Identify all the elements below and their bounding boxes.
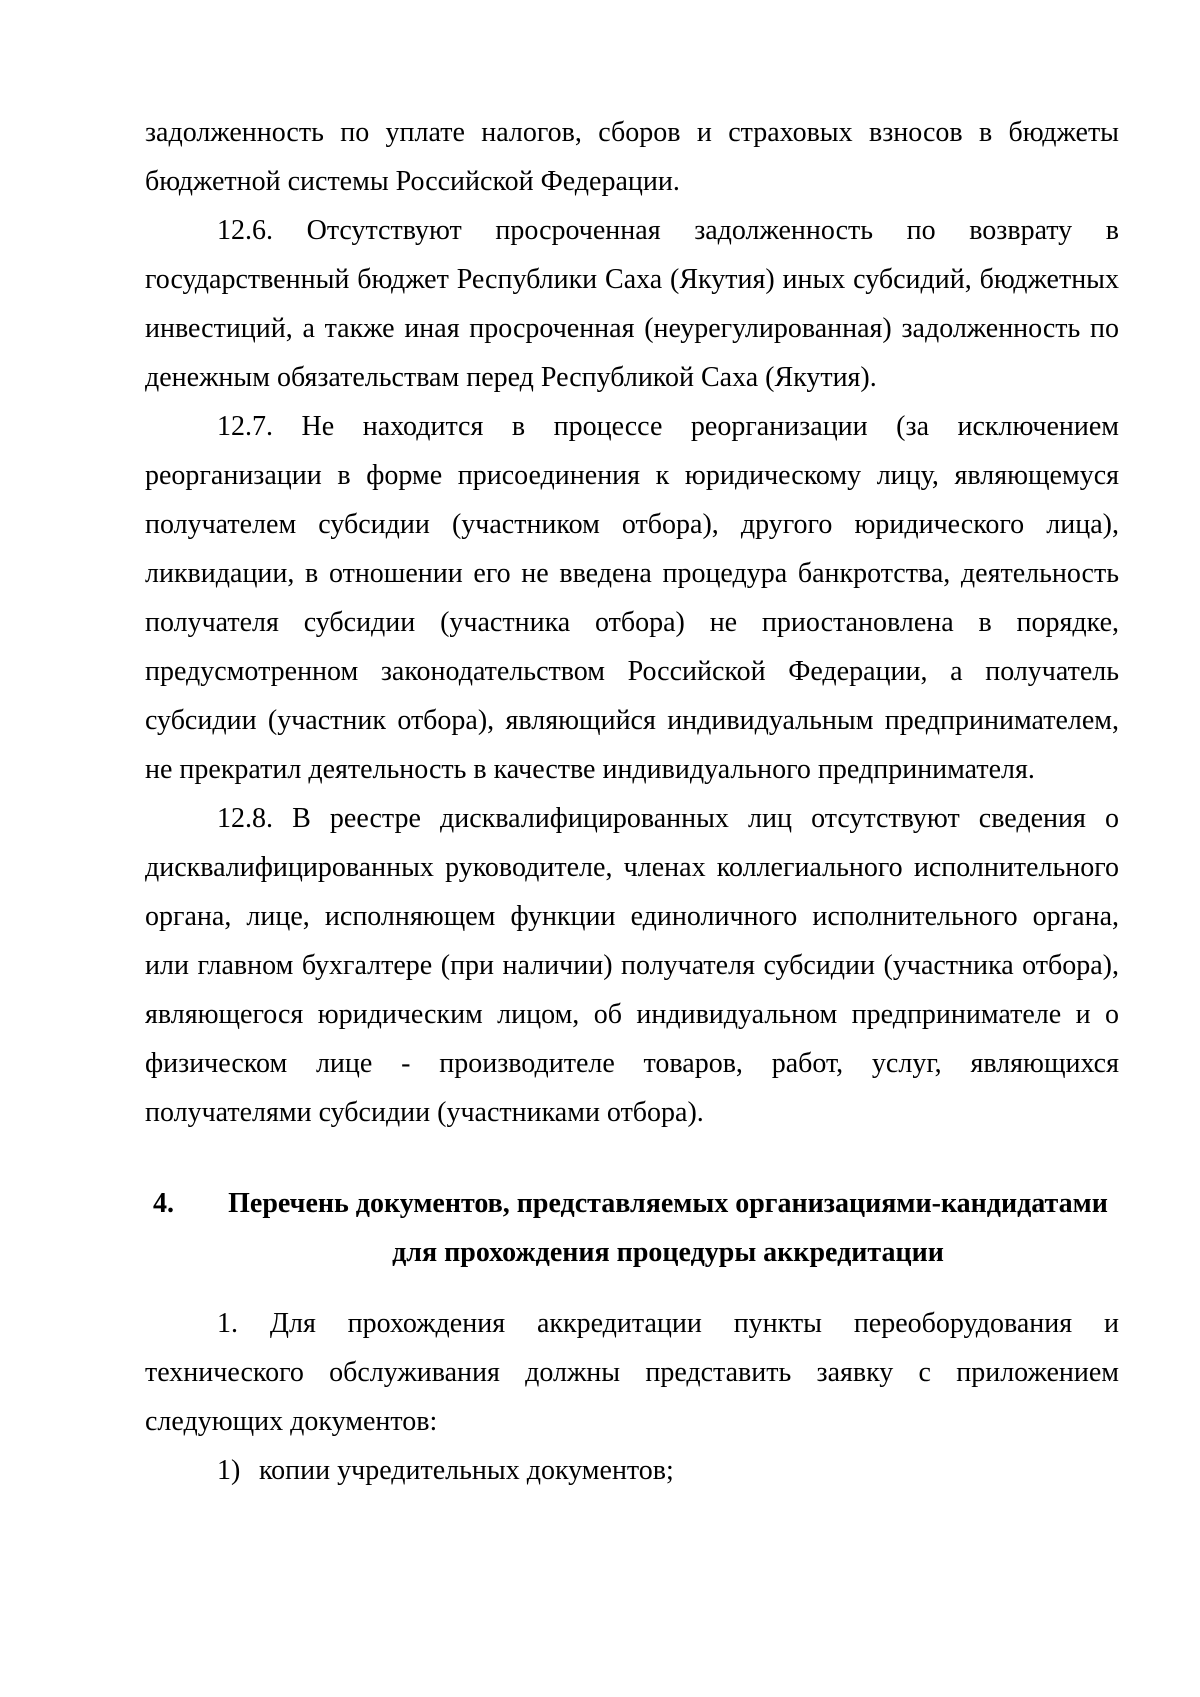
paragraph-12-6: 12.6. Отсутствуют просроченная задолженность по возврату в государственный бюджет Республики Саха (Якутия) иных субсидий, бюджетных инвестиций, а также иная просроченная (неурегулированная) задолженность по денежным обязательствам перед Республикой Саха (Якутия). xyxy=(145,215,1119,393)
section-title-line-2: для прохождения процедуры аккредитации xyxy=(392,1237,944,1268)
section-heading xyxy=(145,1179,1119,1277)
paragraph-accreditation-requirement: 1. Для прохождения аккредитации пункты переоборудования и технического обслуживания должны представить заявку с приложением следующих документов: xyxy=(145,1308,1119,1437)
section-number: 4. xyxy=(153,1188,174,1219)
section-title-line-1: Перечень документов, представляемых организациями-кандидатами xyxy=(228,1188,1108,1219)
list-item xyxy=(145,1446,1119,1495)
list-item-text: копии учредительных документов; xyxy=(259,1455,674,1486)
paragraph-12-8: 12.8. В реестре дисквалифицированных лиц отсутствуют сведения о дисквалифицированных руководителе, членах коллегиального исполнительного органа, лице, исполняющем функции единоличного исполнительного органа, или главном бухгалтере (при наличии) получателя субсидии (участника отбора), являющегося юридическим лицом, об индивидуальном предпринимателе и о физическом лице - производителе товаров, работ, услуг, являющихся получателями субсидии (участниками отбора). xyxy=(145,803,1119,1128)
list-item-number: 1) xyxy=(217,1455,241,1486)
paragraph-12-7: 12.7. Не находится в процессе реорганизации (за исключением реорганизации в форме присоединения к юридическому лицу, являющемуся получателем субсидии (участником отбора), другого юридического лица), ликвидации, в отношении его не введена процедура банкротства, деятельность получателя субсидии (участника отбора) не приостановлена в порядке, предусмотренном законодательством Российской Федерации, а получатель субсидии (участник отбора), являющийся индивидуальным предпринимателем, не прекратил деятельность в качестве индивидуального предпринимателя. xyxy=(145,411,1119,785)
document-page xyxy=(145,108,1119,1495)
paragraph-debt-taxes: задолженность по уплате налогов, сборов и страховых взносов в бюджеты бюджетной системы Российской Федерации. xyxy=(145,117,1119,197)
